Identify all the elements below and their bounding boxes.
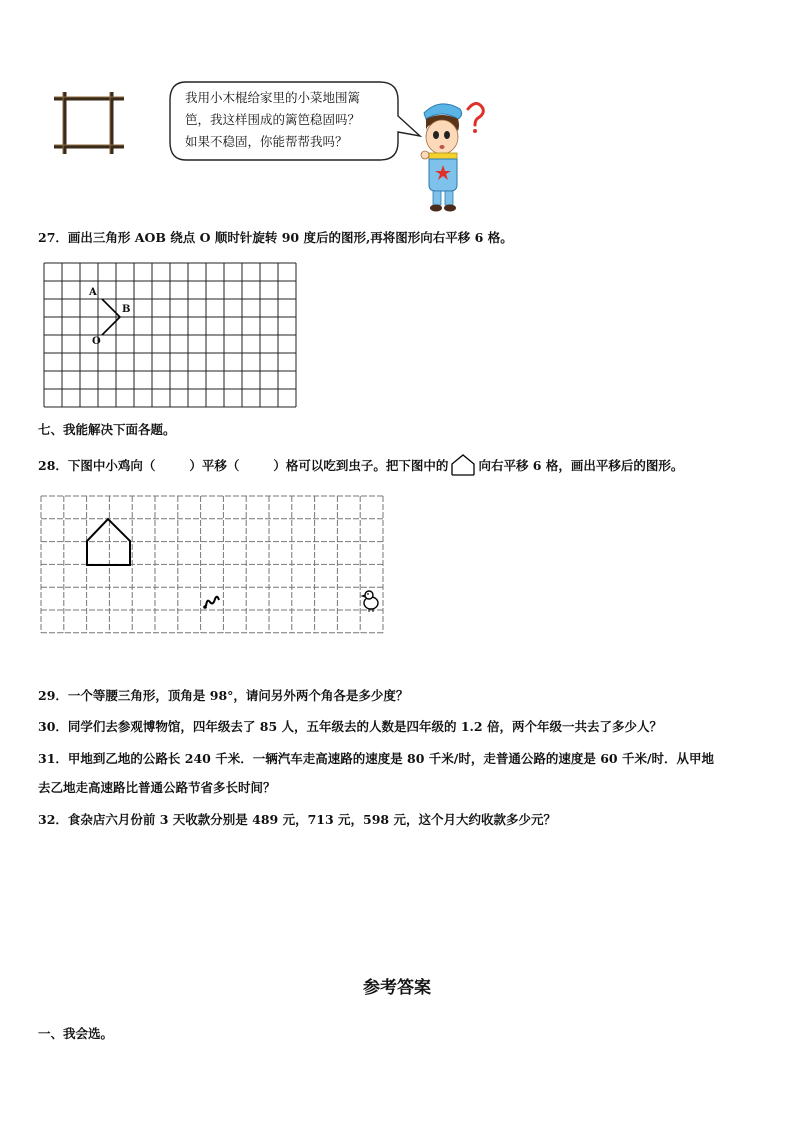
bubble-line: 如果不稳固，你能帮帮我吗？	[185, 134, 348, 149]
question-29: 29．一个等腰三角形，顶角是 98°，请问另外两个角各是多少度？	[38, 688, 409, 703]
answers-section-1: 一、我会选。	[38, 1026, 114, 1041]
label-o: O	[92, 336, 101, 347]
question-28	[38, 454, 683, 476]
worm-icon	[203, 597, 219, 609]
answers-title: 参考答案	[363, 978, 431, 998]
fence-figure	[52, 92, 126, 154]
bubble-line: 我用小木棍给家里的小菜地围篱	[185, 90, 361, 105]
question-27: 27．画出三角形 AOB 绕点 O 顺时针旋转 90 度后的图形,再将图形向右平移 6 格。	[38, 230, 513, 245]
house-shape-icon	[450, 454, 476, 476]
chick-icon	[362, 591, 378, 612]
question-32: 32．食杂店六月份前 3 天收款分别是 489 元，713 元，598 元，这个月大约收款多少元？	[38, 812, 556, 827]
q28-part3: ）格可以吃到虫子。把下图中的	[273, 458, 449, 473]
bubble-line: 笆，我这样围成的篱笆稳固吗？	[185, 112, 361, 127]
question-31-line2: 去乙地走高速路比普通公路节省多长时间？	[38, 780, 276, 795]
grid-q28	[40, 495, 386, 637]
label-b: B	[122, 304, 131, 315]
boy-illustration	[412, 95, 494, 215]
question-30: 30．同学们去参观博物馆，四年级去了 85 人，五年级去的人数是四年级的 1.2 倍，两个年级一共去了多少人？	[38, 719, 662, 734]
q28-part4: 向右平移 6 格，画出平移后的图形。	[478, 458, 684, 473]
speech-bubble	[185, 87, 360, 153]
question-31-line1: 31．甲地到乙地的公路长 240 千米．一辆汽车走高速路的速度是 80 千米/时，走普通公路的速度是 60 千米/时．从甲地	[38, 751, 715, 766]
label-a: A	[89, 287, 97, 298]
grid-q27	[43, 262, 297, 410]
section-7-heading: 七、我能解决下面各题。	[38, 422, 176, 437]
q28-part1: 28．下图中小鸡向（	[38, 458, 156, 473]
q28-part2: ）平移（	[189, 458, 240, 473]
